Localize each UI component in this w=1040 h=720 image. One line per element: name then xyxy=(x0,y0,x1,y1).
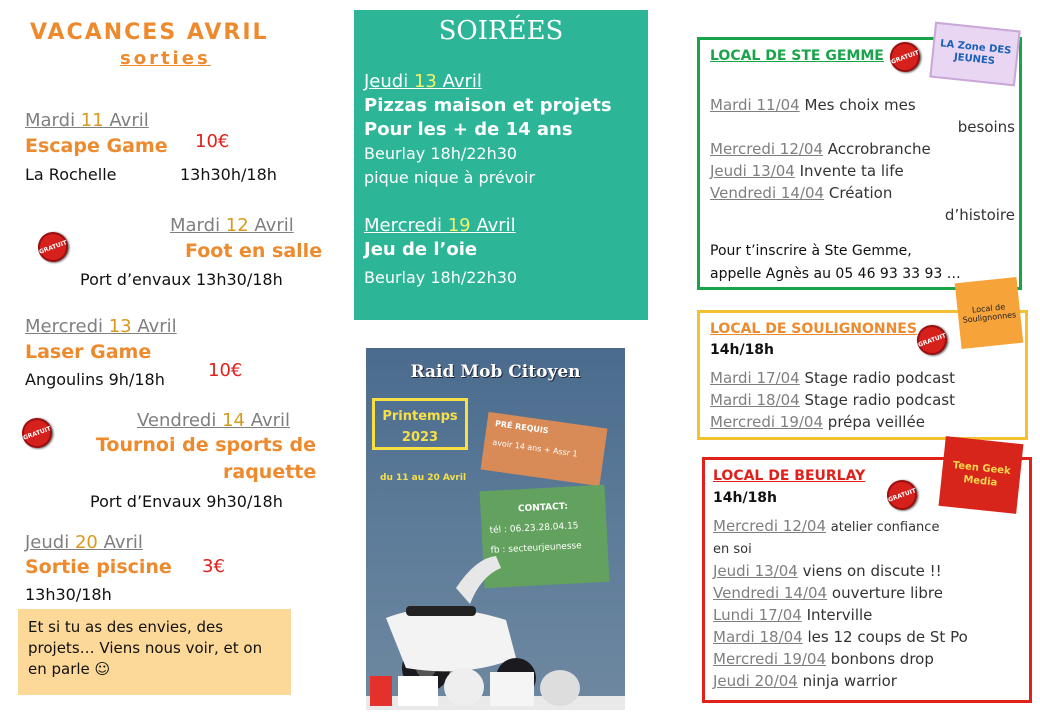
event-price: 10€ xyxy=(195,131,230,152)
zone-des-jeunes-logo: LA Zone DES JEUNES xyxy=(929,22,1020,87)
schedule-row: Jeudi 20/04 ninja warrior xyxy=(713,672,897,690)
panel-hours: 14h/18h xyxy=(713,490,778,506)
soirees-title: SOIRÉES xyxy=(438,16,564,46)
event-day: Vendredi 14 Avril xyxy=(137,410,291,431)
caf-logo-icon xyxy=(490,672,534,706)
soiree-note: pique nique à prévoir xyxy=(364,168,536,187)
schedule-list xyxy=(710,94,1015,226)
poster-logo-strip xyxy=(366,666,625,710)
soiree-day: Mercredi 19 Avril xyxy=(364,215,516,236)
soiree-place-time: Beurlay 18h/22h30 xyxy=(364,144,518,163)
schedule-row: Mercredi 12/04 atelier confiance xyxy=(713,517,940,535)
panel-hours: 14h/18h xyxy=(710,342,775,358)
event-place-time: Port d’Envaux 9h30/18h xyxy=(90,492,283,511)
event-activity: raquette xyxy=(223,461,317,483)
event-place-time: Angoulins 9h/18h xyxy=(25,370,165,389)
event-place-time: Port d’envaux 13h30/18h xyxy=(80,270,283,289)
poster-season-box xyxy=(372,398,468,450)
schedule-row: Mardi 17/04 Stage radio podcast xyxy=(710,369,955,387)
poster-fb: fb : secteurjeunesse xyxy=(490,541,583,556)
schedule-row: Jeudi 13/04 viens on discute !! xyxy=(713,562,942,580)
poster-prereq-title: PRÉ REQUIS xyxy=(494,418,550,436)
left-subheading: sorties xyxy=(120,48,211,69)
teen-geek-media-logo: Teen Geek Media xyxy=(939,436,1024,514)
gratuit-badge: GRATUIT xyxy=(886,38,924,76)
schedule-row: Lundi 17/04 Interville xyxy=(713,606,873,624)
schedule-list xyxy=(710,367,955,433)
schedule-row: Jeudi 13/04 Invente ta life xyxy=(710,162,904,180)
soiree-activity: Pizzas maison et projets xyxy=(364,95,612,116)
event-day: Jeudi 20 Avril xyxy=(25,532,143,553)
note-box xyxy=(18,609,291,695)
schedule-row: Mardi 11/04 Mes choix mes xyxy=(710,96,916,114)
event-day: Mardi 12 Avril xyxy=(170,215,294,236)
raid-poster xyxy=(366,348,625,710)
poster-prereq-box xyxy=(481,412,608,486)
schedule-row: Mardi 18/04 Stage radio podcast xyxy=(710,391,955,409)
note-text: Et si tu as des envies, des projets… Viens nous voir, et on en parle ☺ xyxy=(28,618,263,678)
republique-logo-icon xyxy=(398,676,438,706)
event-activity: Laser Game xyxy=(25,341,152,363)
soirees-panel xyxy=(354,10,648,320)
gratuit-badge: GRATUIT xyxy=(913,321,951,359)
gratuit-badge: GRATUIT xyxy=(18,414,56,452)
panel-title: LOCAL DE SOULIGNONNES xyxy=(710,321,917,337)
schedule-row: Mercredi 19/04 bonbons drop xyxy=(713,650,934,668)
poster-contact-title: CONTACT: xyxy=(517,501,569,515)
poster-season: Printemps 2023 xyxy=(382,409,458,445)
panel-title: LOCAL DE BEURLAY xyxy=(713,468,866,484)
event-time: 13h30/18h xyxy=(25,585,112,604)
saintonge-logo-icon xyxy=(540,670,580,706)
event-time: 13h30h/18h xyxy=(180,165,277,184)
event-activity: Sortie piscine xyxy=(25,556,172,578)
event-day: Mardi 11 Avril xyxy=(25,110,149,131)
schedule-row: besoins xyxy=(957,118,1015,136)
left-heading: VACANCES AVRIL xyxy=(30,20,269,45)
panel-footer: Pour t’inscrire à Ste Gemme, appelle Agnès au 05 46 93 33 93 … xyxy=(710,243,961,282)
event-activity: Foot en salle xyxy=(185,240,323,262)
schedule-row: Vendredi 14/04 ouverture libre xyxy=(713,584,943,602)
soiree-day: Jeudi 13 Avril xyxy=(364,71,482,92)
panel-title: LOCAL DE STE GEMME xyxy=(710,48,884,64)
event-price: 10€ xyxy=(208,360,243,381)
charente-maritime-logo-icon xyxy=(444,668,484,706)
gratuit-badge: GRATUIT xyxy=(34,228,72,266)
schedule-list xyxy=(713,516,968,692)
schedule-row: d’histoire xyxy=(944,206,1015,224)
schedule-row: Mercredi 19/04 prépa veillée xyxy=(710,413,925,431)
event-place: La Rochelle xyxy=(25,165,117,184)
soiree-audience: Pour les + de 14 ans xyxy=(364,119,573,140)
soulignonnes-logo: Local de Soulignonnes xyxy=(955,277,1024,349)
sec-logo-icon xyxy=(370,676,392,706)
poster-prereq: avoir 14 ans + Assr 1 xyxy=(491,437,579,459)
event-activity: Tournoi de sports de xyxy=(96,434,317,456)
poster-title: Raid Mob Citoyen xyxy=(410,362,581,382)
poster-tel: tél : 06.23.28.04.15 xyxy=(489,521,579,536)
schedule-row: Mercredi 12/04 Accrobranche xyxy=(710,140,931,158)
poster-dates: du 11 au 20 Avril xyxy=(380,473,467,483)
event-activity: Escape Game xyxy=(25,135,168,157)
schedule-row: en soi xyxy=(713,542,752,557)
schedule-row: Mardi 18/04 les 12 coups de St Po xyxy=(713,628,968,646)
gratuit-badge: GRATUIT xyxy=(883,476,921,514)
event-price: 3€ xyxy=(202,556,225,577)
event-day: Mercredi 13 Avril xyxy=(25,316,177,337)
schedule-row: Vendredi 14/04 Création xyxy=(710,184,893,202)
soiree-activity: Jeu de l’oie xyxy=(364,239,478,260)
soiree-place-time: Beurlay 18h/22h30 xyxy=(364,268,518,287)
